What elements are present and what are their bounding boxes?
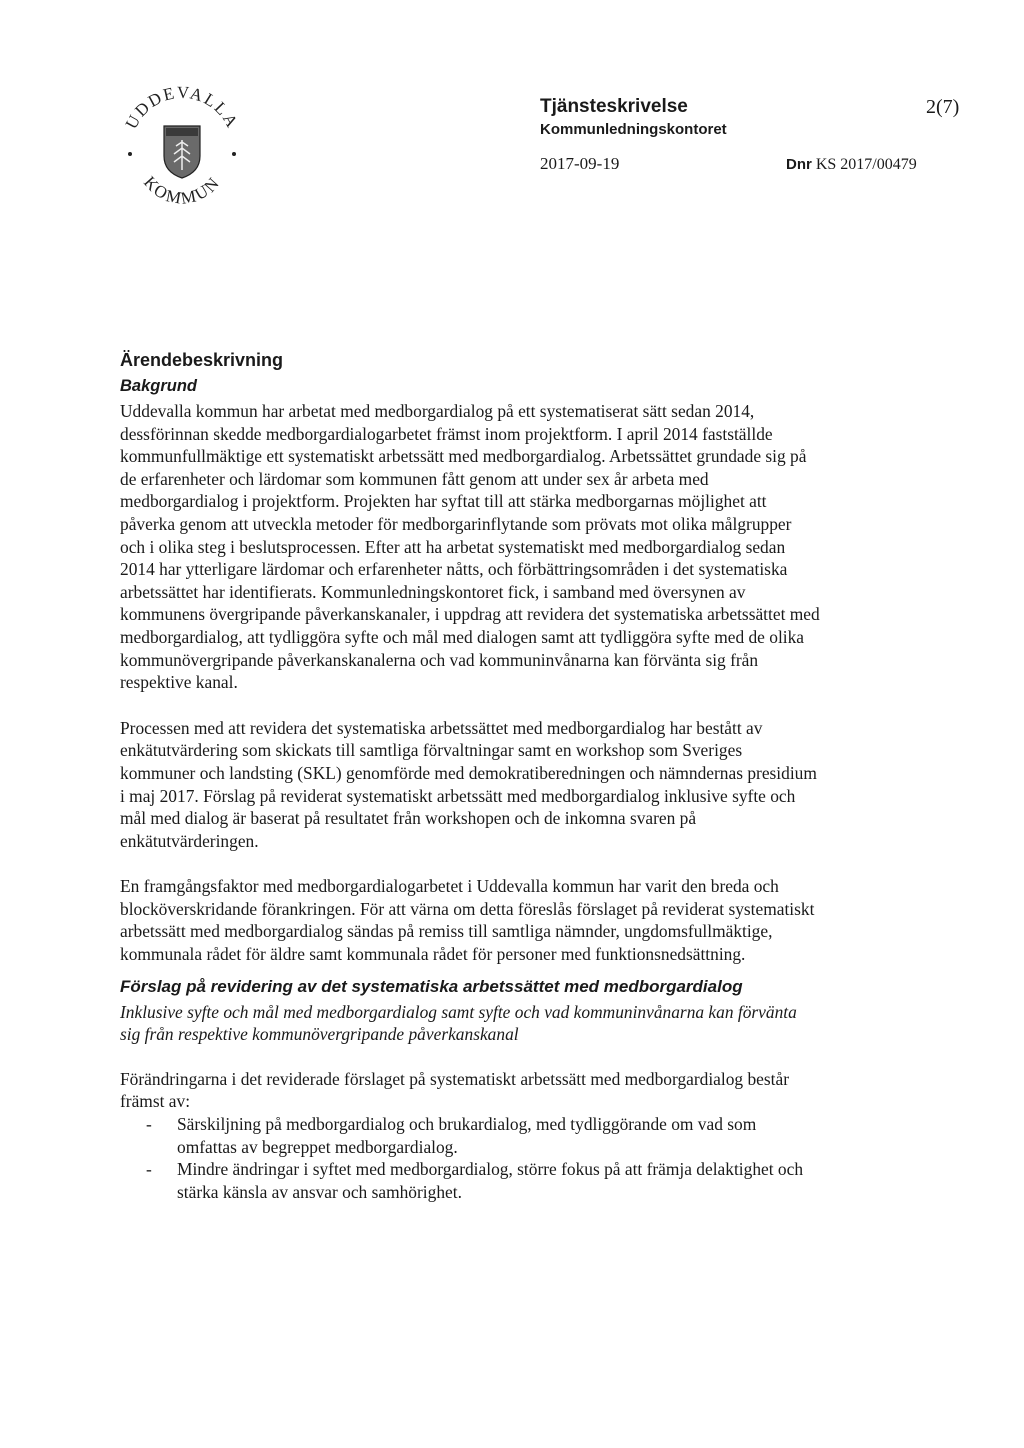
section-heading: Ärendebeskrivning: [120, 350, 284, 370]
seal-ring-top-text: UDDEVALLA: [121, 82, 243, 133]
seal-shield-icon: [164, 126, 200, 178]
list-item: - Särskiljning på medborgardialog och brukardialog, med tydliggörande om vad som omfattas av begreppet medborgardialog.: [120, 1113, 820, 1158]
office-name: Kommunledningskontoret: [540, 121, 727, 138]
svg-text:UDDEVALLA: [122, 83, 243, 132]
proposal-intro: Förändringarna i det reviderade förslaget på systematiskt arbetssätt med medborgardialog består främst av:: [120, 1068, 789, 1112]
background-heading: Bakgrund: [120, 377, 198, 395]
page-number: 2(7): [926, 96, 960, 118]
document-body: [120, 350, 820, 1203]
document-type-title: Tjänsteskrivelse: [540, 96, 688, 117]
background-paragraph-3: En framgångsfaktor med medborgardialogarbetet i Uddevalla kommun har varit den breda och blocköverskridande förankringen. För att värna om detta föreslås förslaget på reviderat systematiskt arbetssätt med medborgardialog sändas på remiss till samtliga nämnder, ungdomsfullmäktige, kommunala rådet för äldre samt kommunala rådet för personer med funktionsnedsättning.: [120, 876, 815, 965]
proposal-change-list: [120, 1113, 820, 1203]
dnr-value: KS 2017/00479: [815, 156, 917, 173]
uddevalla-seal-logo: [104, 80, 260, 210]
proposal-subheading: Inklusive syfte och mål med medborgardialog samt syfte och vad kommuninvånarna kan förvänta sig från respektive kommunövergripande påverkanskanal: [120, 1001, 797, 1045]
background-paragraph-1: Uddevalla kommun har arbetat med medborgardialog på ett systematiserat sätt sedan 2014, dessförinnan skedde medborgardialogarbetet främst inom projektform. I april 2014 fastställde kommunfullmäktige ett systematiskt arbetssätt med medborgardialog. Arbetssättet grundade sig på de erfarenheter och lärdomar som kommunen fått genom att under sex år arbeta med medborgardialog i projektform. Projekten har syftat till att stärka medborgarnas möjlighet att påverka genom att utveckla metoder för medborgarinflytande som prövats mot olika målgrupper och i olika steg i beslutsprocessen. Efter att ha arbetat systematiskt med medborgardialog sedan 2014 har ytterligare lärdomar och erfarenheter nåtts, och förbättringsområden i det systematiska arbetssättet har identifierats. Kommunledningskontoret fick, i samband med översynen av kommunens övergripande påverkanskanaler, i uppdrag att revidera det systematiska arbetssättet med medborgardialog, att tydliggöra syfte och mål med dialogen samt att tydliggöra syfte med de olika kommunövergripande påverkanskanalerna och vad kommuninvånarna kan förvänta sig från respektive kanal.: [120, 401, 820, 693]
registration-number: [786, 156, 917, 174]
document-date: 2017-09-19: [540, 154, 620, 173]
dnr-label: Dnr: [786, 156, 812, 173]
list-item: - Mindre ändringar i syftet med medborgardialog, större fokus på att främja delaktighet och stärka känsla av ansvar och samhörighet.: [120, 1158, 820, 1203]
background-paragraph-2: Processen med att revidera det systematiska arbetssättet med medborgardialog har bestått av enkätutvärdering som skickats till samtliga förvaltningar samt en workshop som Sveriges kommuner och landsting (SKL) genomförde med demokratiberedningen och nämndernas presidium i maj 2017. Förslag på reviderat systematiskt arbetssätt med medborgardialog inklusive syfte och mål med dialog är baserat på resultatet från workshopen och de inkomna svaren på enkätutvärderingen.: [120, 717, 817, 851]
seal-ring-bottom-text: KOMMUN: [139, 172, 225, 208]
proposal-heading: Förslag på revidering av det systematiska arbetssättet med medborgardialog: [120, 976, 743, 996]
